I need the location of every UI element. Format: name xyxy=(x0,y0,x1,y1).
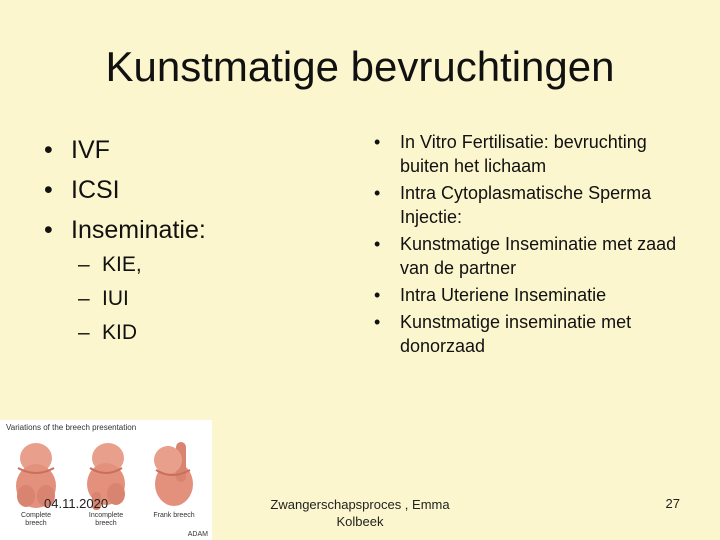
definition-icsi: • Intra Cytoplasmatische Sperma Injectie: xyxy=(374,181,694,229)
sub-bullet-iui: – IUI xyxy=(78,282,278,316)
bullet-icsi: • ICSI xyxy=(44,170,334,210)
caption-complete-breech: Complete breech xyxy=(21,512,51,527)
main-bullet-list xyxy=(44,130,334,250)
figure-title: Variations of the breech presentation xyxy=(6,423,137,432)
definition-kie: • Kunstmatige Inseminatie met zaad van de partner xyxy=(374,232,694,280)
bullet-ivf: • IVF xyxy=(44,130,334,170)
slide-number: 27 xyxy=(665,496,680,511)
sub-bullet-kie: – KIE, xyxy=(78,248,278,282)
footer-presentation-title: Zwangerschapsproces , Emma Kolbeek xyxy=(270,497,450,529)
sub-bullet-list xyxy=(78,248,278,350)
footer-date: 04.11.2020 xyxy=(44,496,109,511)
breech-presentation-illustration xyxy=(0,420,212,540)
frank-breech-baby-icon xyxy=(146,438,202,512)
caption-frank-breech: Frank breech xyxy=(153,512,195,519)
slide-title: Kunstmatige bevruchtingen xyxy=(105,43,615,90)
definition-iui: • Intra Uteriene Inseminatie xyxy=(374,283,694,307)
caption-incomplete-breech: Incomplete breech xyxy=(88,512,124,527)
definition-list xyxy=(374,130,694,361)
definition-ivf: • In Vitro Fertilisatie: bevruchting buiten het lichaam xyxy=(374,130,694,178)
sub-bullet-kid: – KID xyxy=(78,316,278,350)
bullet-inseminatie: • Inseminatie: xyxy=(44,210,334,250)
adam-credit-logo: ADAM xyxy=(187,531,208,538)
definition-kid: • Kunstmatige inseminatie met donorzaad xyxy=(374,310,694,358)
